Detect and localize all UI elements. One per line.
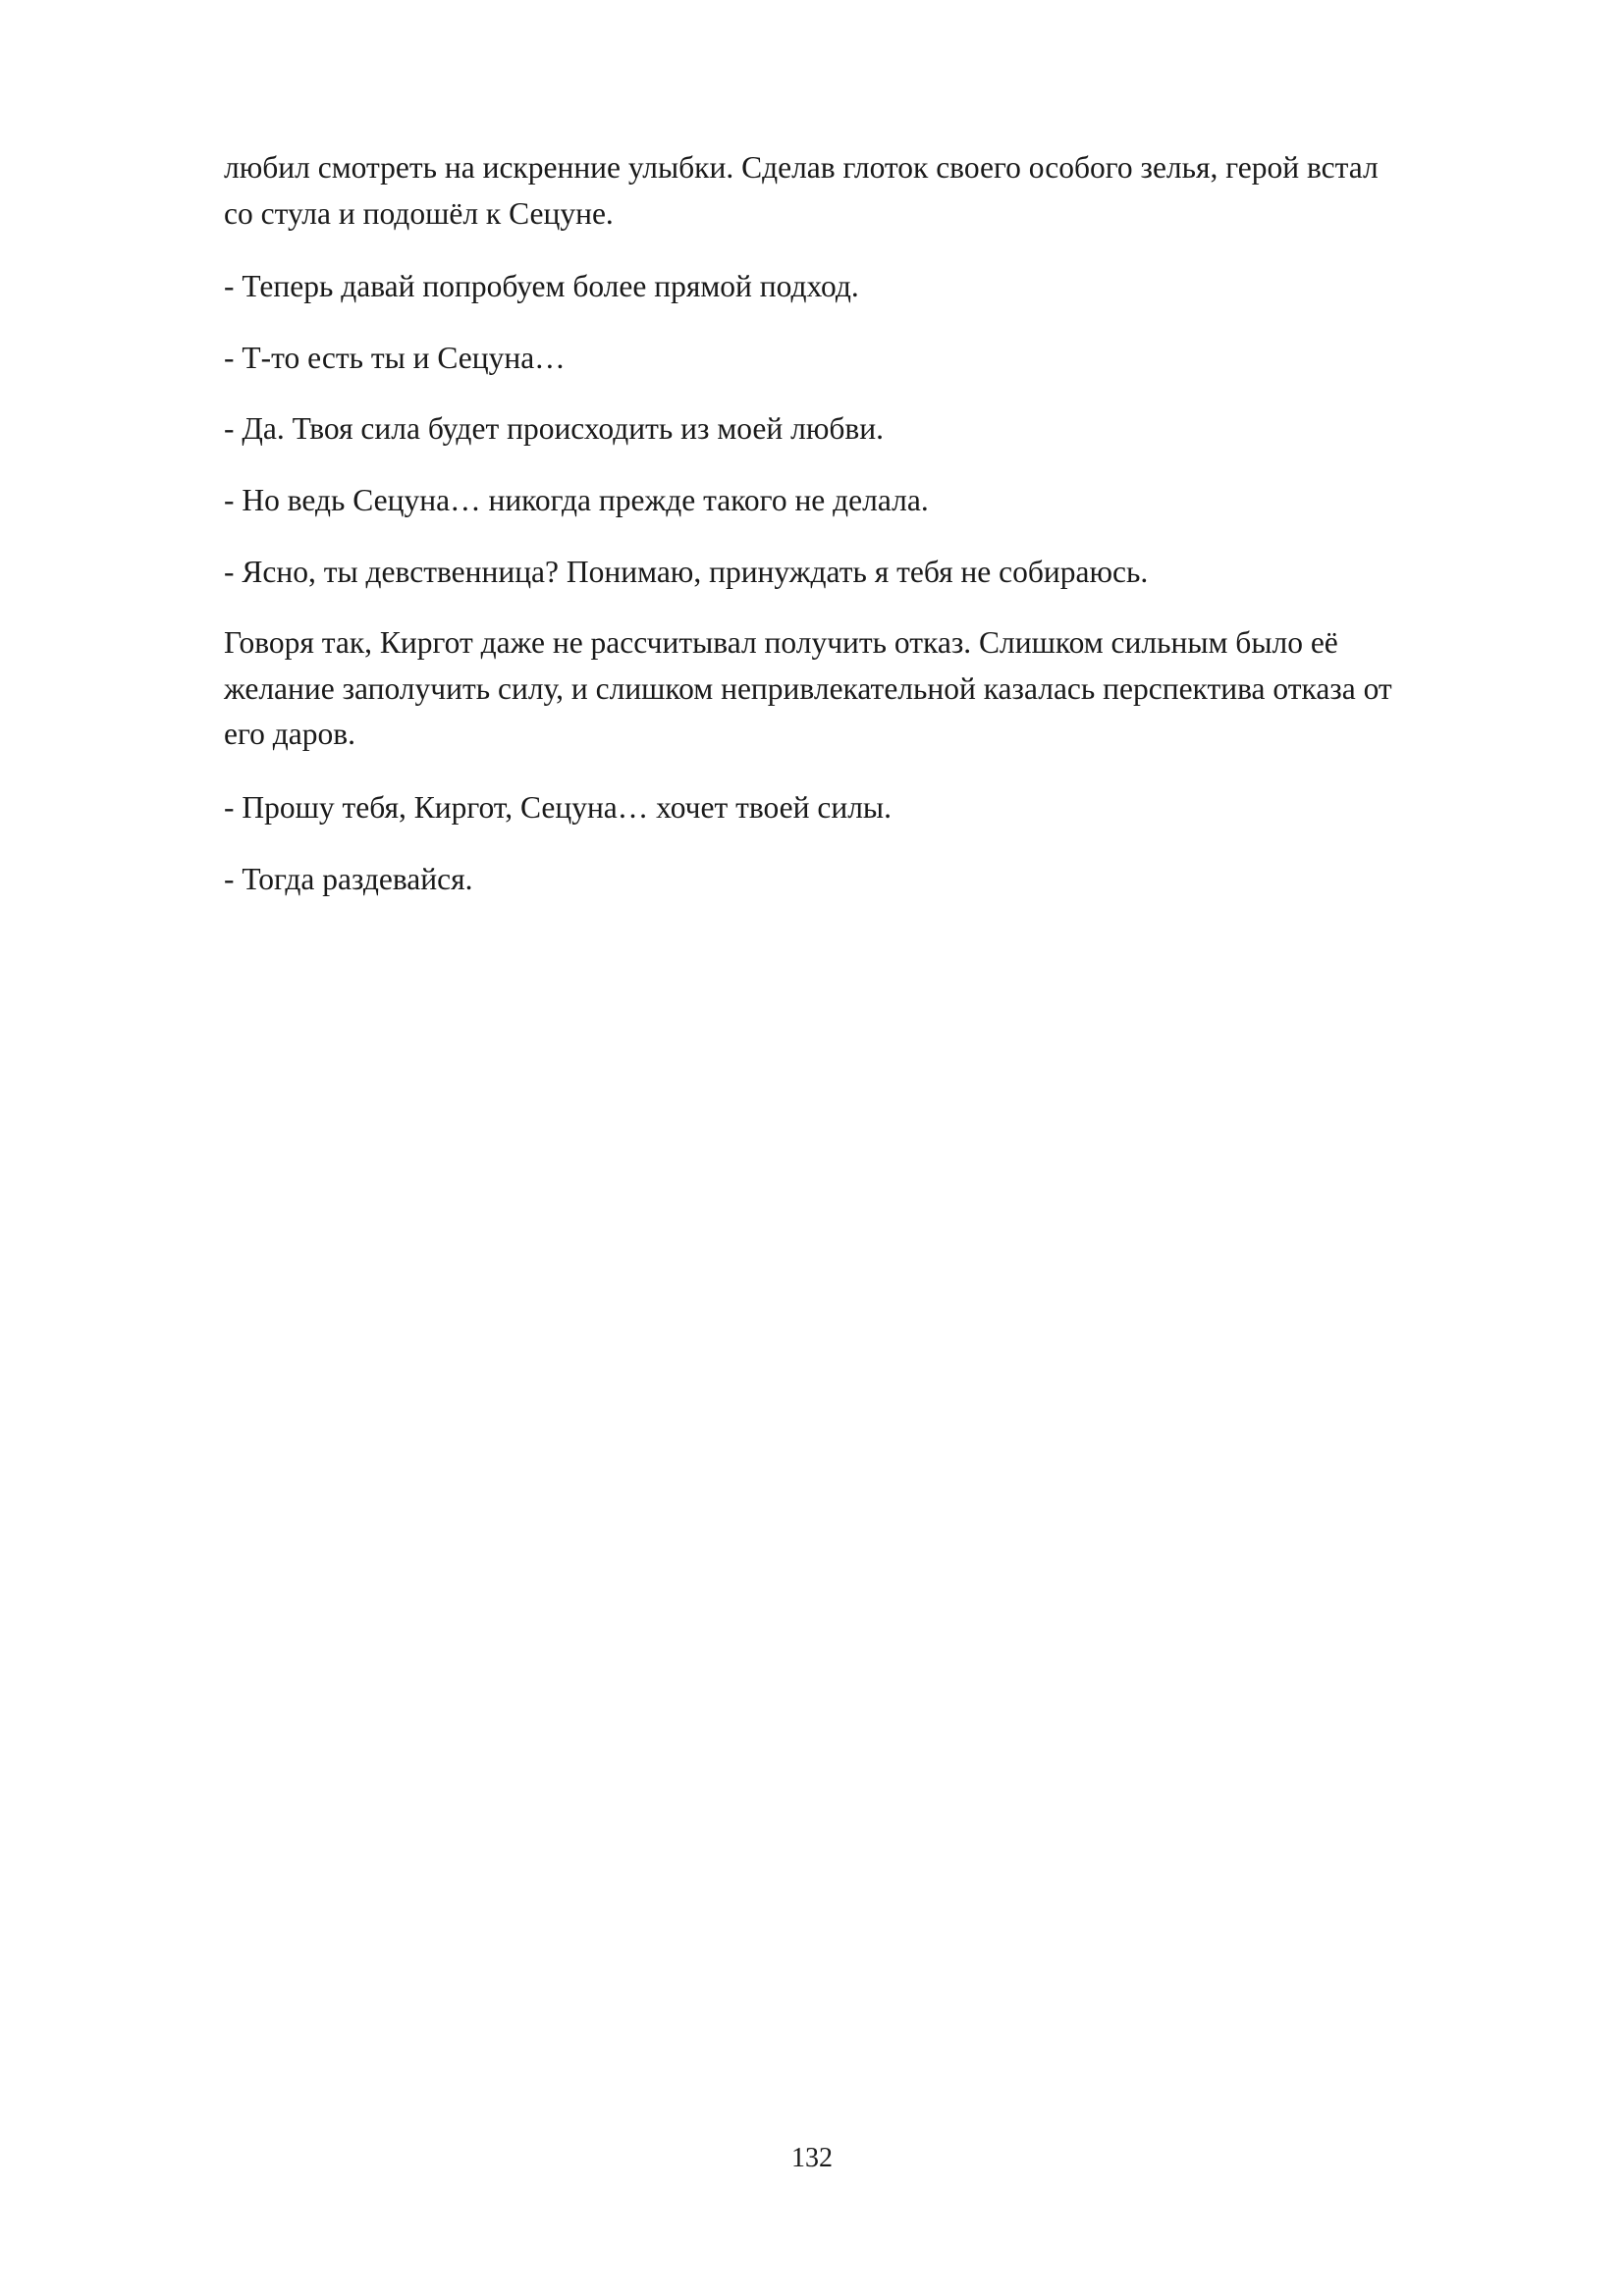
- paragraph: - Да. Твоя сила будет происходить из моей любви.: [224, 411, 884, 447]
- paragraph: - Т-то есть ты и Сецуна…: [224, 340, 566, 375]
- paragraph: - Прошу тебя, Киргот, Сецуна… хочет твоей силы.: [224, 790, 892, 826]
- paragraph: Говоря так, Киргот даже не рассчитывал получить отказ. Слишком сильным было её желание заполучить силу, и слишком непривлекательной казалась перспектива отказа от его даров.: [224, 625, 1400, 752]
- paragraph: любил смотреть на искренние улыбки. Сделав глоток своего особого зелья, герой встал со стула и подошёл к Сецуне.: [224, 150, 1386, 231]
- paragraph: - Но ведь Сецуна… никогда прежде такого не делала.: [224, 483, 929, 518]
- paragraph: - Ясно, ты девственница? Понимаю, принуждать я тебя не собираюсь.: [224, 554, 1149, 589]
- paragraph: - Теперь давай попробуем более прямой подход.: [224, 269, 859, 304]
- paragraph: - Тогда раздевайся.: [224, 861, 473, 896]
- page-number: 132: [791, 2143, 833, 2173]
- page-text-body: [224, 145, 1407, 928]
